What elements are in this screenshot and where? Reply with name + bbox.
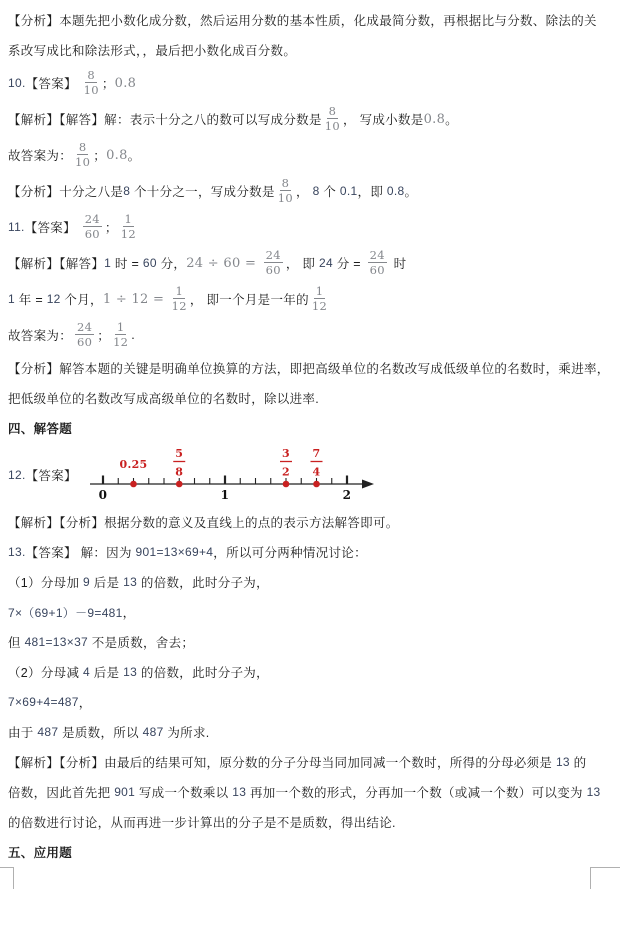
answer-13-calc2-line bbox=[8, 687, 612, 717]
answer-13-line bbox=[8, 537, 612, 567]
fraction-denominator: 10 bbox=[83, 82, 99, 97]
point-label-denominator: 8 bbox=[175, 465, 184, 479]
text-run: 分 = bbox=[332, 257, 365, 271]
number-line-point bbox=[130, 481, 137, 488]
number-run: 13 bbox=[555, 755, 570, 769]
analysis-13-line2 bbox=[8, 777, 612, 807]
text-run: 个月， bbox=[60, 293, 103, 307]
text-run: 【解析】【解答】解：表示十分之八的数可以写成分数是 bbox=[8, 113, 322, 127]
fraction-denominator: 60 bbox=[265, 262, 281, 277]
text-run: 故答案为： bbox=[8, 149, 73, 163]
number-line-point bbox=[282, 481, 289, 488]
text-run: 的 bbox=[569, 756, 587, 770]
number-run: 1 bbox=[8, 292, 15, 306]
text-run: 【分析】本题先把小数化成分数，然后运用分数的基本性质，化成最简分数，再根据比与分数、除法的关 bbox=[8, 14, 597, 28]
page-margin-mark-bottom-right bbox=[590, 867, 620, 889]
analysis-q9-line2 bbox=[8, 35, 612, 65]
text-run: ， 即一个月是一年的 bbox=[189, 293, 309, 307]
section-5-heading bbox=[8, 837, 612, 867]
axis-tick-label: 0 bbox=[98, 488, 108, 502]
fraction-numerator: 24 bbox=[84, 212, 100, 227]
text-run: 【解析】【分析】由最后的结果可知，原分数的分子分母当同加同减一个数时，所得的分母必须是 bbox=[8, 756, 556, 770]
text-run: 【分析】十分之八是 bbox=[8, 185, 124, 199]
number-run: 13. bbox=[8, 545, 26, 559]
number-run: 487 bbox=[37, 725, 59, 739]
number-run: 11. bbox=[8, 220, 25, 234]
text-run: 年 = bbox=[14, 293, 47, 307]
number-run: 7×（69+1）－9=481 bbox=[8, 605, 123, 620]
equation-run: 0.8 bbox=[106, 147, 128, 163]
answer-12-line bbox=[8, 443, 612, 507]
text-run: ，即 bbox=[357, 185, 387, 199]
answer-13-reject-line bbox=[8, 627, 612, 657]
answer-13-calc1-line bbox=[8, 597, 612, 627]
text-run: ； bbox=[104, 221, 118, 235]
analysis-q9-line1 bbox=[8, 5, 612, 35]
number-run: 0.1 bbox=[339, 184, 358, 198]
equation-run: 0.8 bbox=[114, 75, 137, 91]
text-run: （2）分母减 bbox=[8, 666, 84, 680]
text-run: 个十分之一，写成分数是 bbox=[130, 185, 275, 199]
number-run: 12. bbox=[8, 468, 26, 482]
number-run: 13 bbox=[586, 785, 601, 799]
fraction bbox=[368, 249, 387, 277]
fraction-denominator: 10 bbox=[277, 190, 293, 205]
answer-11-line bbox=[8, 209, 612, 245]
section-4-heading bbox=[8, 413, 612, 443]
number-run: 4 bbox=[83, 665, 91, 679]
equation-run: 1 ÷ 12 = bbox=[102, 291, 169, 307]
analysis-12-line bbox=[8, 507, 612, 537]
fraction bbox=[172, 285, 187, 313]
number-line-figure bbox=[87, 444, 379, 506]
number-run: 1 bbox=[104, 256, 112, 270]
text-run: 个 bbox=[319, 185, 340, 199]
number-run: 8 bbox=[312, 184, 320, 198]
number-run: 901 bbox=[114, 785, 136, 799]
fraction-numerator: 24 bbox=[265, 248, 281, 263]
text-run: . bbox=[131, 328, 136, 342]
fraction-numerator: 24 bbox=[77, 320, 93, 335]
text-run: 【答案】 bbox=[25, 77, 81, 91]
number-run: 8 bbox=[123, 184, 131, 198]
analysis-11-line2 bbox=[8, 383, 612, 413]
fraction bbox=[121, 213, 136, 241]
text-run: 是质数，所以 bbox=[58, 726, 143, 740]
text-run: ， 写成小数是 bbox=[343, 113, 424, 127]
number-run: 9 bbox=[83, 575, 91, 589]
answer-11-restate-line bbox=[8, 317, 612, 353]
point-label-denominator: 2 bbox=[281, 465, 290, 479]
text-run: 但 bbox=[8, 636, 25, 650]
number-run: 10. bbox=[8, 76, 26, 90]
fraction-denominator: 60 bbox=[84, 226, 100, 241]
explain-10-line bbox=[8, 101, 612, 137]
fraction-numerator: 24 bbox=[369, 248, 385, 263]
text-run: 分， bbox=[156, 257, 187, 271]
text-run: ， 即 bbox=[285, 257, 319, 271]
number-run: 13 bbox=[123, 575, 138, 589]
equation-run: 24 ÷ 60 = bbox=[186, 255, 261, 271]
number-run: 60 bbox=[142, 256, 157, 270]
page-margin-mark-bottom-left bbox=[0, 867, 14, 889]
fraction-denominator: 10 bbox=[75, 154, 91, 169]
analysis-13-line3 bbox=[8, 807, 612, 837]
text-run: 【答案】 bbox=[25, 469, 77, 483]
axis-tick-label: 1 bbox=[220, 488, 230, 502]
fraction bbox=[84, 69, 99, 97]
text-run: （1）分母加 bbox=[8, 576, 84, 590]
text-run: 倍数，因此首先把 bbox=[8, 786, 115, 800]
text-run: 写成一个数乘以 bbox=[135, 786, 233, 800]
number-run: 7×69+4=487 bbox=[8, 695, 79, 709]
text-run: ； bbox=[101, 77, 115, 91]
fraction-denominator: 60 bbox=[77, 334, 93, 349]
text-run: 时 bbox=[389, 257, 407, 271]
fraction-numerator: 1 bbox=[315, 284, 324, 299]
fraction bbox=[325, 105, 340, 133]
axis-tick-label: 2 bbox=[342, 488, 352, 502]
number-run: 24 bbox=[318, 256, 333, 270]
number-run: 13 bbox=[123, 665, 138, 679]
text-run: 的倍数进行讨论，从而再进一步计算出的分子是不是质数，得出结论. bbox=[8, 816, 396, 830]
number-line-point bbox=[176, 481, 183, 488]
analysis-13-line1 bbox=[8, 747, 612, 777]
text-run: 不是质数，舍去； bbox=[88, 636, 195, 650]
text-run: 【答案】 解：因为 bbox=[25, 546, 136, 560]
fraction-numerator: 1 bbox=[124, 212, 133, 227]
text-run: 【答案】 bbox=[24, 221, 80, 235]
answer-13-case2-line bbox=[8, 657, 612, 687]
equation-run: 0.8 bbox=[423, 111, 446, 127]
text-run: ， bbox=[122, 606, 136, 620]
number-line-point bbox=[313, 481, 320, 488]
number-run: 12 bbox=[46, 292, 61, 306]
fraction-denominator: 12 bbox=[113, 334, 129, 349]
text-run: 再加一个数的形式，分再加一个数（或减一个数）可以变为 bbox=[246, 786, 587, 800]
text-run: ， bbox=[78, 696, 92, 710]
fraction-denominator: 12 bbox=[311, 298, 328, 313]
text-run: 后是 bbox=[90, 666, 124, 680]
fraction-numerator: 8 bbox=[328, 104, 337, 119]
analysis-10-line bbox=[8, 173, 612, 209]
analysis-11-line1 bbox=[8, 353, 612, 383]
point-label-numerator: 7 bbox=[312, 447, 321, 460]
text-run: ； bbox=[93, 149, 107, 163]
text-run: 五、应用题 bbox=[8, 846, 73, 860]
fraction-numerator: 8 bbox=[281, 176, 290, 191]
text-run: 系改写成比和除法形式，，最后把小数化成百分数。 bbox=[8, 44, 297, 58]
text-run: 【解析】【解答】 bbox=[8, 257, 105, 271]
number-run: 901=13×69+4 bbox=[135, 545, 214, 559]
point-label-denominator: 4 bbox=[312, 465, 321, 479]
text-run: 的倍数，此时分子为， bbox=[137, 576, 269, 590]
point-label-numerator: 5 bbox=[175, 447, 184, 460]
answer-10-restate-line bbox=[8, 137, 612, 173]
number-run: 481=13×37 bbox=[24, 635, 89, 649]
text-run: 。 bbox=[445, 113, 458, 127]
text-run: 时 = bbox=[111, 257, 143, 271]
point-label-numerator: 3 bbox=[281, 447, 290, 460]
answer-13-case1-line bbox=[8, 567, 612, 597]
number-run: 13 bbox=[232, 785, 247, 799]
text-run: 。 bbox=[404, 185, 418, 199]
text-run: ； bbox=[97, 329, 111, 343]
fraction-denominator: 12 bbox=[120, 226, 136, 241]
number-run: 0.8 bbox=[386, 184, 405, 198]
text-run: ，所以可分两种情况讨论： bbox=[213, 546, 367, 560]
explain-11-line2 bbox=[8, 281, 612, 317]
text-run: 把低级单位的名数改写成高级单位的名数时，除以进率. bbox=[8, 392, 319, 406]
text-run: 为所求. bbox=[163, 726, 210, 740]
fraction bbox=[113, 321, 128, 349]
answer-10-line bbox=[8, 65, 612, 101]
fraction bbox=[278, 177, 293, 205]
fraction-numerator: 8 bbox=[78, 140, 87, 155]
answer-13-conclusion-line bbox=[8, 717, 612, 747]
text-run: 【分析】解答本题的关键是明确单位换算的方法，即把高级单位的名数改写成低级单位的名数时，乘进率， bbox=[8, 362, 610, 376]
axis-arrow-icon bbox=[362, 480, 374, 489]
fraction bbox=[75, 321, 94, 349]
explain-11-line1 bbox=[8, 245, 612, 281]
fraction-denominator: 10 bbox=[324, 118, 340, 133]
fraction bbox=[312, 285, 327, 313]
text-run: 由于 bbox=[8, 726, 38, 740]
text-run: 。 bbox=[127, 149, 141, 163]
fraction-numerator: 1 bbox=[175, 284, 184, 299]
text-run: 【解析】【分析】根据分数的意义及直线上的点的表示方法解答即可。 bbox=[8, 516, 399, 530]
fraction-numerator: 1 bbox=[116, 320, 125, 335]
number-run: 487 bbox=[142, 725, 164, 739]
fraction-denominator: 12 bbox=[171, 298, 187, 313]
text-run: 故答案为： bbox=[8, 329, 73, 343]
text-run: 的倍数，此时分子为， bbox=[137, 666, 269, 680]
fraction bbox=[264, 249, 283, 277]
fraction bbox=[83, 213, 102, 241]
text-run: 后是 bbox=[90, 576, 124, 590]
point-label-decimal: 0.25 bbox=[119, 458, 148, 471]
text-run: ， bbox=[296, 185, 313, 199]
fraction bbox=[75, 141, 90, 169]
fraction-denominator: 60 bbox=[369, 262, 385, 277]
fraction-numerator: 8 bbox=[87, 68, 95, 83]
text-run: 四、解答题 bbox=[8, 422, 73, 436]
